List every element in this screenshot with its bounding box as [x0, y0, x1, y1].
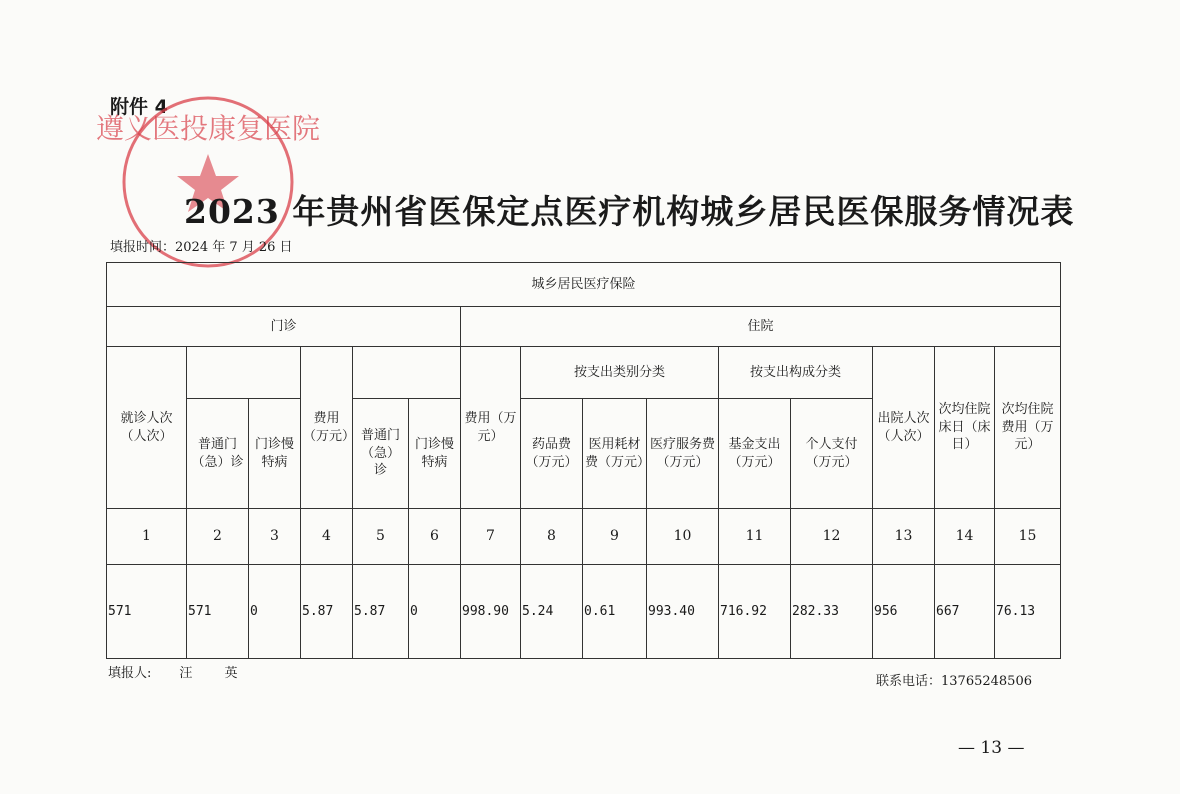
data-cell: 5.87: [301, 565, 353, 659]
data-cell: 282.33: [791, 565, 873, 659]
index-cell: 10: [647, 509, 719, 565]
index-cell: 5: [353, 509, 409, 565]
index-cell: 3: [249, 509, 301, 565]
index-cell: 7: [461, 509, 521, 565]
col-header: 普通门（急）诊: [353, 399, 409, 509]
index-cell: 2: [187, 509, 249, 565]
data-cell: 0: [249, 565, 301, 659]
col-header: 次均住院费用（万元）: [995, 347, 1061, 509]
outpatient-header: 门诊: [107, 307, 461, 347]
col-header: 费用（万元）: [461, 347, 521, 509]
contact-phone: 联系电话：13765248506: [876, 674, 1032, 689]
index-cell: 8: [521, 509, 583, 565]
seal-text: 遵义医投康复医院: [95, 112, 321, 145]
index-cell: 13: [873, 509, 935, 565]
col-header: 普通门（急）诊: [187, 399, 249, 509]
col-header: 次均住院床日（床日）: [935, 347, 995, 509]
index-cell: 1: [107, 509, 187, 565]
index-cell: 9: [583, 509, 647, 565]
blank-header: [353, 347, 461, 399]
page-title: 2023 年贵州省医保定点医疗机构城乡居民医保服务情况表: [184, 192, 1075, 231]
index-cell: 11: [719, 509, 791, 565]
index-cell: 14: [935, 509, 995, 565]
filler-name: 汪 英: [179, 666, 252, 681]
index-cell: 12: [791, 509, 873, 565]
col-header: 费用（万元）: [301, 347, 353, 509]
index-cell: 15: [995, 509, 1061, 565]
col-header: 医用耗材费（万元）: [583, 399, 647, 509]
data-cell: 5.24: [521, 565, 583, 659]
data-cell: 0: [409, 565, 461, 659]
fill-date: 填报时间：2024 年 7 月 26 日: [110, 240, 293, 255]
data-cell: 956: [873, 565, 935, 659]
expense-type-header: 按支出类别分类: [521, 347, 719, 399]
inpatient-header: 住院: [461, 307, 1061, 347]
attachment-label: 附件 4: [110, 96, 168, 118]
data-cell: 76.13: [995, 565, 1061, 659]
col-header: 门诊慢特病: [249, 399, 301, 509]
data-cell: 571: [187, 565, 249, 659]
data-cell: 5.87: [353, 565, 409, 659]
index-cell: 6: [409, 509, 461, 565]
col-header: 门诊慢特病: [409, 399, 461, 509]
col-header: 药品费（万元）: [521, 399, 583, 509]
expense-source-header: 按支出构成分类: [719, 347, 873, 399]
service-table: [106, 262, 1061, 659]
filler-line: [108, 662, 252, 681]
table-group-header: 城乡居民医疗保险: [107, 263, 1061, 307]
col-header: 就诊人次（人次）: [107, 347, 187, 509]
filler-label: 填报人:: [108, 666, 152, 681]
data-cell: 0.61: [583, 565, 647, 659]
data-cell: 571: [107, 565, 187, 659]
col-header: 基金支出（万元）: [719, 399, 791, 509]
data-cell: 998.90: [461, 565, 521, 659]
col-header: 个人支付（万元）: [791, 399, 873, 509]
col-header: 出院人次（人次）: [873, 347, 935, 509]
data-cell: 667: [935, 565, 995, 659]
data-cell: 716.92: [719, 565, 791, 659]
col-header: 医疗服务费（万元）: [647, 399, 719, 509]
page-number: — 13 —: [958, 738, 1025, 758]
index-cell: 4: [301, 509, 353, 565]
data-cell: 993.40: [647, 565, 719, 659]
blank-header: [187, 347, 301, 399]
